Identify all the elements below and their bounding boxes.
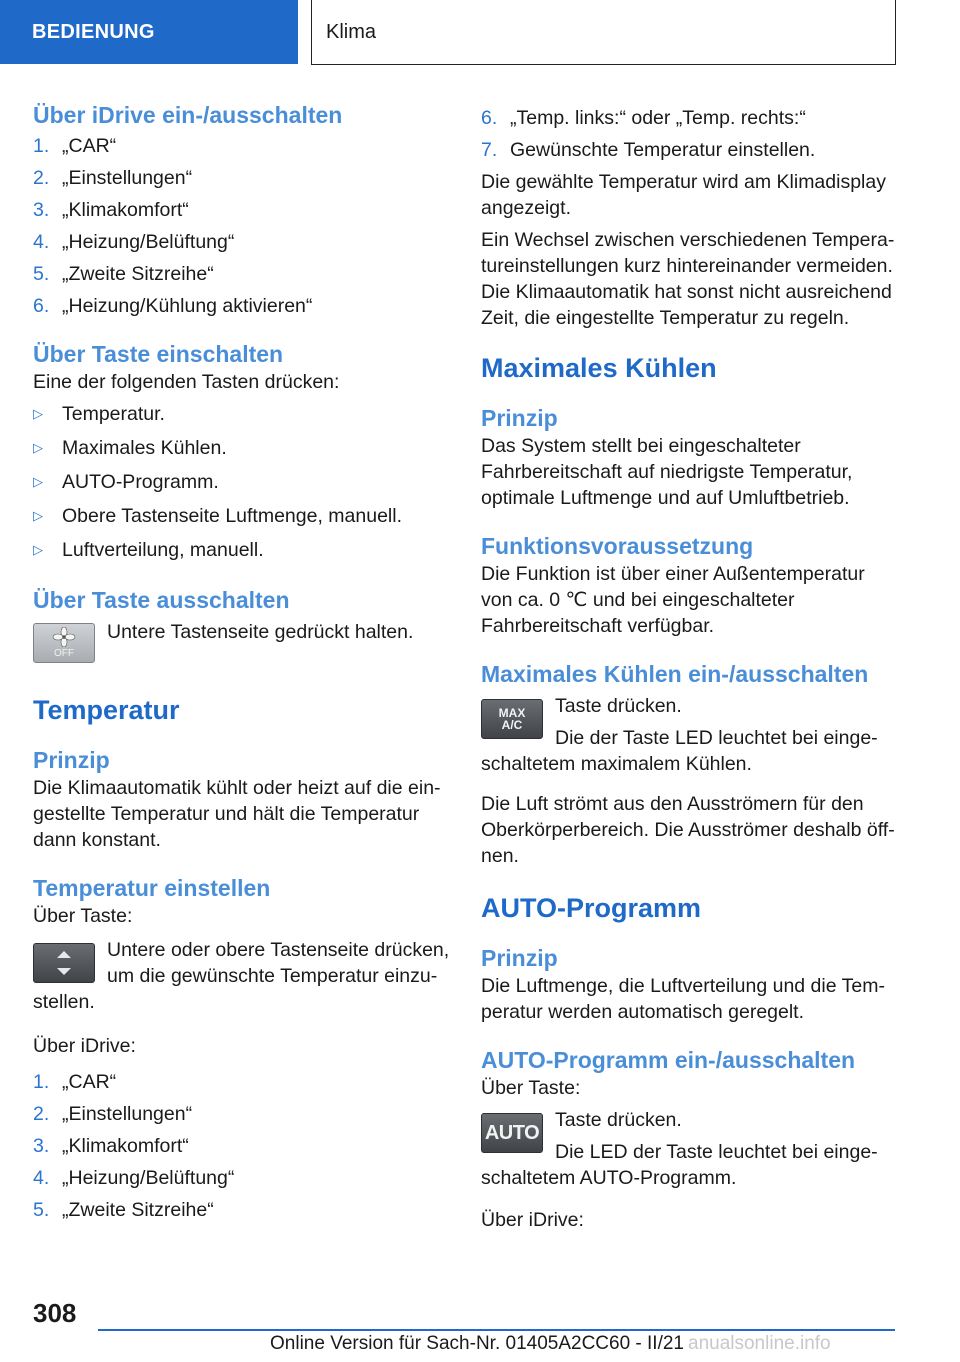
off-label: OFF xyxy=(54,647,74,659)
max-label: MAX xyxy=(498,706,526,720)
fan-off-key-icon xyxy=(33,623,95,663)
heading-temperatur-einstellen: Temperatur einstellen xyxy=(33,875,271,901)
auto-prinzip-text: Die Luftmenge, die Luftverteilung und die Temperatur werden automatisch geregelt. xyxy=(481,975,885,1023)
list-item: 6. „Temp. links:“ oder „Temp. rechts:“ xyxy=(481,107,806,129)
list-item: ▷ Obere Tastenseite Luftmenge, manuell. xyxy=(33,505,403,527)
page-number: 308 xyxy=(33,1298,77,1328)
list-item: 3. „Klimakomfort“ xyxy=(33,1135,189,1157)
temp-taste-text: Untere oder obere Tastenseite drücken, um die gewünschte Temperatur einzustellen. xyxy=(33,939,450,1013)
heading-idrive-onoff: Über iDrive ein-/ausschalten xyxy=(33,102,343,128)
ueber-taste-label: Über Taste: xyxy=(33,905,133,927)
triangle-bullet-icon: ▷ xyxy=(33,440,43,455)
list-item: 1. „CAR“ xyxy=(33,135,117,157)
max-prinzip-text: Das System stellt bei eingeschalteter Fahrbereitschaft auf niedrigste Temperatur, optimale Luftmenge und auf Umluftbetrieb. xyxy=(481,435,853,509)
temperature-rocker-key-icon xyxy=(33,943,95,983)
heading-prinzip: Prinzip xyxy=(481,405,558,431)
wechsel-text: Ein Wechsel zwischen verschiedenen Temperatureinstellungen kurz hintereinander vermeiden. Die Klimaautomatik hat sonst nicht ausreichend Zeit, die eingestellte Temperatur zu regeln. xyxy=(481,229,895,329)
fan-icon xyxy=(52,627,76,647)
max-led-text: Die der Taste LED leuchtet bei eingeschaltetem maximalem Kühlen. xyxy=(481,727,878,775)
list-item: ▷ Maximales Kühlen. xyxy=(33,437,227,459)
list-item: ▷ Temperatur. xyxy=(33,403,165,425)
chapter-title: Klima xyxy=(326,20,377,43)
list-item: ▷ Luftverteilung, manuell. xyxy=(33,539,264,561)
taste-druecken-text: Taste drücken. xyxy=(555,695,682,717)
heading-maximales-kuehlen: Maximales Kühlen xyxy=(481,353,717,383)
list-item: 6. „Heizung/Kühlung aktivieren“ xyxy=(33,295,313,317)
up-down-arrows-icon xyxy=(55,949,73,977)
section-tab xyxy=(0,0,298,64)
taste-druecken-text-2: Taste drücken. xyxy=(555,1109,682,1131)
right-column xyxy=(481,105,896,1233)
heading-funktionsvoraussetzung: Funktionsvoraussetzung xyxy=(481,533,754,559)
ueber-taste-label-2: Über Taste: xyxy=(481,1077,581,1099)
continued-steps-list xyxy=(481,105,896,163)
triangle-bullet-icon: ▷ xyxy=(33,542,43,557)
heading-max-onoff: Maximales Kühlen ein-/ausschalten xyxy=(481,661,869,687)
auto-label: AUTO xyxy=(484,1122,540,1144)
triangle-bullet-icon: ▷ xyxy=(33,474,43,489)
prinzip-text: Die Klimaautomatik kühlt oder heizt auf die eingestellte Temperatur und hält die Temperatur dann konstant. xyxy=(33,777,441,851)
anzeige-text: Die gewählte Temperatur wird am Klimadisplay angezeigt. xyxy=(481,171,886,219)
list-item: ▷ AUTO-Programm. xyxy=(33,471,219,493)
taste-ein-intro: Eine der folgenden Tasten drücken: xyxy=(33,371,340,393)
footer-divider xyxy=(98,1329,895,1331)
max-taste-block xyxy=(481,693,896,777)
heading-taste-ausschalten: Über Taste ausschalten xyxy=(33,587,290,613)
auto-led-text: Die LED der Taste leuchtet bei eingeschaltetem AUTO-Programm. xyxy=(481,1141,878,1189)
section-title: BEDIENUNG xyxy=(32,20,155,43)
list-item: 2. „Einstellungen“ xyxy=(33,1103,193,1125)
taste-aus-block xyxy=(33,619,451,667)
list-item: 7. Gewünschte Temperatur einstellen. xyxy=(481,139,816,161)
watermark: anualsonline.info xyxy=(688,1333,831,1354)
ueber-idrive-label: Über iDrive: xyxy=(33,1035,136,1057)
triangle-bullet-icon: ▷ xyxy=(33,508,43,523)
heading-prinzip: Prinzip xyxy=(33,747,110,773)
heading-prinzip-2: Prinzip xyxy=(481,945,558,971)
max-ac-key-icon xyxy=(481,699,543,739)
idrive-steps-list-2 xyxy=(33,1069,451,1223)
idrive-steps-list xyxy=(33,133,451,319)
list-item: 4. „Heizung/Belüftung“ xyxy=(33,231,235,253)
heading-auto-programm: AUTO-Programm xyxy=(481,893,702,923)
heading-temperatur: Temperatur xyxy=(33,695,180,725)
chapter-tab xyxy=(311,0,896,65)
list-item: 3. „Klimakomfort“ xyxy=(33,199,189,221)
ueber-idrive-label-2: Über iDrive: xyxy=(481,1209,584,1231)
triangle-bullet-icon: ▷ xyxy=(33,406,43,421)
list-item: 4. „Heizung/Belüftung“ xyxy=(33,1167,235,1189)
funktion-text: Die Funktion ist über einer Außentemperatur von ca. 0 ℃ und bei eingeschalteter Fahrbereitschaft verfügbar. xyxy=(481,563,865,637)
list-item: 5. „Zweite Sitzreihe“ xyxy=(33,263,214,285)
heading-taste-einschalten: Über Taste einschalten xyxy=(33,341,284,367)
ac-label: A/C xyxy=(501,718,523,732)
taste-ein-list xyxy=(33,401,451,565)
auto-key-icon xyxy=(481,1113,543,1153)
left-column xyxy=(33,100,451,1223)
heading-auto-onoff: AUTO-Programm ein-/ausschalten xyxy=(481,1047,856,1073)
list-item: 1. „CAR“ xyxy=(33,1071,117,1093)
list-item: 5. „Zweite Sitzreihe“ xyxy=(33,1199,214,1221)
online-version-text: Online Version für Sach-Nr. 01405A2CC60 - II/21 xyxy=(270,1333,685,1354)
max-luft-text: Die Luft strömt aus den Ausströmern für den Oberkörperbereich. Die Ausströmer deshalb öffnen. xyxy=(481,793,895,867)
list-item: 2. „Einstellungen“ xyxy=(33,167,193,189)
auto-taste-block xyxy=(481,1107,896,1191)
temp-taste-block xyxy=(33,937,451,1015)
taste-aus-text: Untere Tastenseite gedrückt halten. xyxy=(107,621,414,643)
